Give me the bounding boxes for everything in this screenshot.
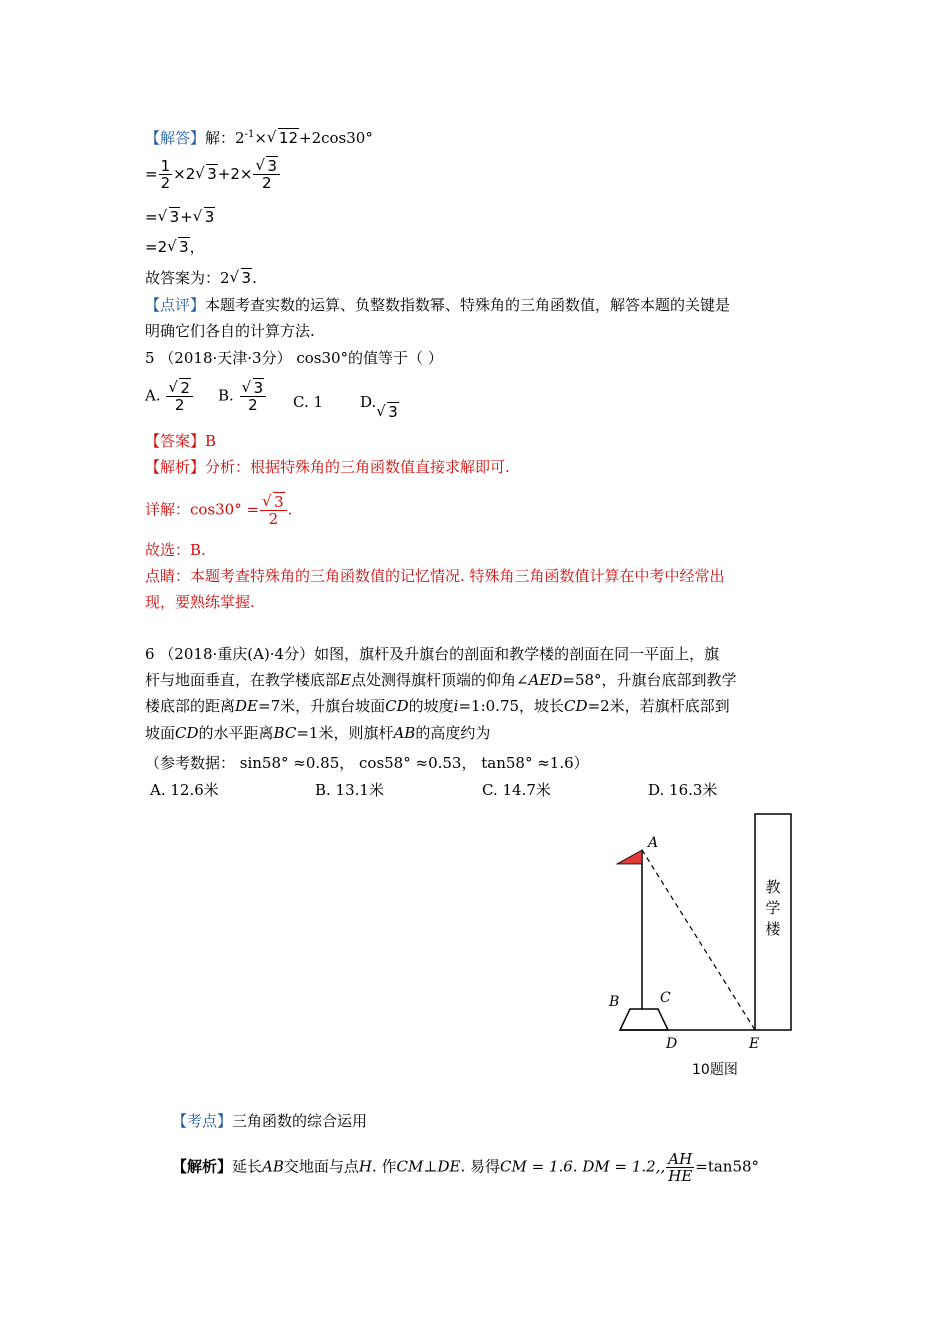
denominator: 2 xyxy=(160,174,171,192)
var-i: i xyxy=(453,697,459,715)
var-angle: ∠AED xyxy=(515,671,563,689)
q5-analysis xyxy=(145,456,510,478)
result-prefix: 故答案为：2 xyxy=(145,269,230,287)
var-h: H xyxy=(358,1157,372,1176)
radicand: 3 xyxy=(274,493,284,511)
q5-comment-line2: 现，要熟练掌握. xyxy=(145,593,255,611)
sqrt-3 xyxy=(195,163,218,185)
q5-option-b xyxy=(218,380,267,413)
q4-answer-line xyxy=(145,124,373,149)
q5-option-c: C. 1 xyxy=(293,393,324,411)
period: . xyxy=(252,269,257,287)
q6-option-c: C. 14.7米 xyxy=(482,781,551,799)
text: 的高度约为 xyxy=(415,724,491,742)
detail-prefix: 详解：cos30° = xyxy=(145,500,260,519)
radicand: 3 xyxy=(169,208,180,226)
text: 的坡度 xyxy=(408,697,454,715)
q5-option-d xyxy=(360,391,399,421)
text: 楼底部的距离 xyxy=(145,697,236,715)
text: 交地面与点 xyxy=(283,1157,359,1176)
denominator: 2 xyxy=(248,396,258,414)
eq-sign: = xyxy=(145,165,158,183)
q4-review-line2: 明确它们各自的计算方法. xyxy=(145,322,315,340)
label-b: B xyxy=(609,994,620,1010)
period: . xyxy=(287,500,293,519)
q6-line1: 6 （2018·重庆(A)·4分）如图，旗杆及升旗台的剖面和教学楼的剖面在同一平面上，旗 xyxy=(145,645,720,663)
q5-option-a xyxy=(145,380,194,413)
sqrt3-over-2 xyxy=(260,494,287,527)
sight-line xyxy=(642,850,755,1030)
eq-sign: = xyxy=(145,208,158,226)
var-cm-perp-de: CM⊥DE xyxy=(396,1157,461,1176)
q6-line2 xyxy=(145,669,737,691)
text: =tan58° xyxy=(695,1157,760,1176)
plus-two-times: +2× xyxy=(217,165,253,183)
building-char-2: 学 xyxy=(765,899,781,917)
text: 的水平距离 xyxy=(198,724,274,742)
numerator: 1 xyxy=(160,157,171,175)
q6-option-b: B. 13.1米 xyxy=(315,781,384,799)
var-cd: CD xyxy=(564,697,588,715)
numerator: AH xyxy=(666,1151,694,1168)
radicand: 3 xyxy=(253,379,264,397)
text: =1:0.75，坡长 xyxy=(458,697,565,715)
flag-icon xyxy=(617,850,642,864)
option-label: D. xyxy=(360,393,377,411)
denominator: 2 xyxy=(174,396,185,414)
q4-result xyxy=(145,267,257,289)
radicand: 3 xyxy=(207,165,217,183)
answer-tag: 【解答】 xyxy=(145,129,206,147)
expr-exponent: -1 xyxy=(244,129,255,140)
q4-step1 xyxy=(145,158,281,191)
radicand: 12 xyxy=(278,129,298,147)
var-cd: CD xyxy=(175,724,199,742)
kaodian-text: 三角函数的综合运用 xyxy=(232,1112,368,1130)
q6-line4 xyxy=(145,722,490,744)
radicand: 3 xyxy=(241,269,252,287)
text: =7米，升旗台坡面 xyxy=(258,697,386,715)
sqrt-3 xyxy=(376,401,399,423)
text: =1米，则旗杆 xyxy=(296,724,394,742)
label-a: A xyxy=(648,835,659,851)
q4-step3 xyxy=(145,236,205,258)
text: . 易得 xyxy=(460,1157,501,1176)
label-e: E xyxy=(749,1036,760,1052)
ah-over-he xyxy=(666,1151,694,1184)
label-c: C xyxy=(660,990,671,1006)
q6-line3 xyxy=(145,695,730,717)
building-char-1: 教 xyxy=(765,878,781,896)
q6-reference-data: （参考数据： sin58° ≈0.85， cos58° ≈0.53， tan58° ≈1.6） xyxy=(145,754,589,772)
plus: + xyxy=(180,208,193,226)
expr-times: × xyxy=(254,129,267,147)
q5-comment-line1: 点睛：本题考查特殊角的三角函数值的记忆情况. 特殊角三角函数值计算在中考中经常出 xyxy=(145,567,725,585)
text: 杆与地面垂直，在教学楼底部 xyxy=(145,671,341,689)
figure-caption: 10题图 xyxy=(692,1062,738,1078)
expr-base: 2 xyxy=(235,129,245,147)
text: 坡面 xyxy=(145,724,176,742)
label-d: D xyxy=(666,1036,678,1052)
fraction-half xyxy=(159,158,173,191)
text: =2米，若旗杆底部到 xyxy=(587,697,730,715)
radicand: 2 xyxy=(180,379,190,397)
building-char-3: 楼 xyxy=(765,920,781,938)
var-cd: CD xyxy=(385,697,409,715)
answer-prefix: 解： xyxy=(205,129,236,147)
var-ab: AB xyxy=(393,724,416,742)
q6-option-a: A. 12.6米 xyxy=(150,781,219,799)
denominator: 2 xyxy=(268,510,279,528)
q6-jiexi xyxy=(172,1151,759,1184)
radicand: 3 xyxy=(267,157,278,175)
var-e: E xyxy=(340,671,351,689)
q4-step2 xyxy=(145,206,215,228)
sqrt-3 xyxy=(158,206,181,228)
analysis-text: 分析：根据特殊角的三角函数值直接求解即可. xyxy=(205,458,510,476)
q5-detail xyxy=(145,494,292,527)
text: 点处测得旗杆顶端的仰角 xyxy=(350,671,516,689)
radicand: 3 xyxy=(179,238,189,256)
sqrt-3 xyxy=(193,206,216,228)
jiexi-tag: 【解析】 xyxy=(172,1157,233,1176)
review-text: 本题考查实数的运算、负整数指数幂、特殊角的三角函数值，解答本题的关键是 xyxy=(205,296,731,314)
flag-platform xyxy=(620,1009,668,1030)
q5-answer: 【答案】B xyxy=(145,432,217,450)
review-tag: 【点评】 xyxy=(145,296,206,314)
comma: ， xyxy=(189,238,205,256)
text: =58°，升旗台底部到教学 xyxy=(562,671,737,689)
radicand: 3 xyxy=(204,208,215,226)
q4-review-line1 xyxy=(145,294,730,316)
option-label: B. xyxy=(218,386,234,405)
text: . 作 xyxy=(372,1157,397,1176)
q5-stem: 5 （2018·天津·3分） cos30°的值等于（ ） xyxy=(145,349,443,367)
q5-choose: 故选：B. xyxy=(145,541,206,559)
flagpole-figure xyxy=(600,812,800,1082)
option-label: A. xyxy=(145,386,161,405)
sqrt3-over-2 xyxy=(240,380,267,413)
sqrt-12 xyxy=(267,127,299,149)
radicand: 3 xyxy=(388,403,398,421)
var-ab: AB xyxy=(262,1157,284,1176)
denominator: 2 xyxy=(261,174,272,192)
var-de: DE xyxy=(235,697,258,715)
var-bc: BC xyxy=(273,724,297,742)
denominator: HE xyxy=(668,1167,693,1185)
numerator xyxy=(253,158,280,175)
eq-two: =2 xyxy=(145,238,168,256)
kaodian-tag: 【考点】 xyxy=(172,1112,233,1130)
analysis-tag: 【解析】 xyxy=(145,458,206,476)
sqrt2-over-2 xyxy=(166,380,193,413)
text: 延长 xyxy=(232,1157,263,1176)
q6-option-d: D. 16.3米 xyxy=(648,781,718,799)
sqrt-3 xyxy=(167,236,190,258)
values: CM = 1.6. DM = 1.2,, xyxy=(500,1157,666,1176)
times-two: ×2 xyxy=(173,165,196,183)
sqrt-3 xyxy=(230,267,253,289)
expr-tail: +2cos30° xyxy=(299,129,373,147)
q6-kaodian xyxy=(172,1110,367,1132)
fraction-sqrt3-over-2 xyxy=(253,158,280,191)
